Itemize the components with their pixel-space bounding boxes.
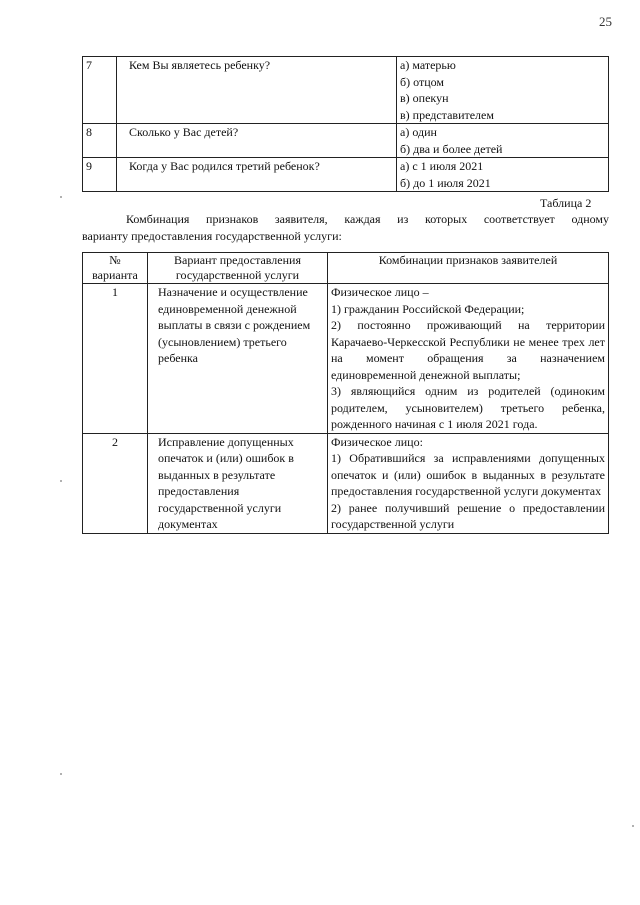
combination-line: Физическое лицо – (331, 285, 429, 299)
variant-line: (усыновлением) третьего (158, 334, 287, 349)
combination-text (328, 284, 609, 434)
combination-line: 2) постоянно проживающий на территории Карачаево-Черкесской Республики не менее трех лет на момент обращения за назначением единовременной денежной выплаты; (331, 318, 605, 382)
answer-option: б) два и более детей (400, 141, 503, 156)
combination-line: 3) являющийся одним из родителей (одиноким родителем, усыновителем) третьего ребенка, рожденного начиная с 1 июля 2021 года. (331, 384, 605, 431)
combination-line: 1) гражданин Российской Федерации; (331, 301, 525, 316)
variant-line: предоставления (158, 484, 240, 498)
variant-number: 2 (83, 433, 148, 533)
table-row (83, 433, 609, 533)
answer-option: б) до 1 июля 2021 (400, 175, 491, 190)
question-text: Когда у Вас родился третий ребенок? (117, 158, 397, 192)
variant-line: выплаты в связи с рождением (158, 318, 311, 332)
header-variant (148, 253, 328, 284)
header-text: № (109, 253, 121, 267)
header-combinations: Комбинации признаков заявителей (328, 253, 609, 284)
combination-line: 2) ранее получивший решение о предоставлении государственной услуги (331, 500, 605, 531)
answer-option: в) представителем (400, 107, 494, 122)
row-number: 8 (83, 124, 117, 158)
scan-speck (60, 480, 62, 482)
combination-line: 1) Обратившийся за исправлениями допущенных опечаток и (или) ошибок в выданных в результате предоставления государственной услуги документах (331, 451, 605, 498)
combination-line: Физическое лицо: (331, 434, 423, 449)
answer-options (397, 124, 609, 158)
table-row (83, 57, 609, 124)
table-row (83, 158, 609, 192)
variant-line: выданных в результате (158, 467, 276, 482)
header-text: Вариант предоставления (174, 253, 301, 267)
answer-option: в) опекун (400, 91, 449, 105)
variant-line: Назначение и осуществление (158, 285, 308, 299)
table-header-row (83, 253, 609, 284)
intro-line: варианту предоставления государственной услуги: (82, 228, 342, 243)
table-caption: Таблица 2 (540, 196, 592, 210)
row-number: 9 (83, 158, 117, 192)
page-number: 25 (599, 14, 612, 29)
table-row (83, 124, 609, 158)
scan-speck (60, 196, 62, 198)
question-text: Кем Вы являетесь ребенку? (117, 57, 397, 124)
answer-option: а) с 1 июля 2021 (400, 159, 484, 173)
variant-line: опечаток и (или) ошибок в (158, 451, 294, 465)
question-text: Сколько у Вас детей? (117, 124, 397, 158)
variant-line: единовременной денежной (158, 301, 297, 316)
variant-line: Исправление допущенных (158, 434, 294, 449)
answer-options (397, 57, 609, 124)
intro-paragraph (82, 211, 609, 244)
header-text: государственной услуги (175, 268, 300, 282)
variant-name (148, 433, 328, 533)
variant-line: государственной услуги (158, 500, 282, 515)
table-row (83, 284, 609, 434)
header-text: варианта (92, 268, 138, 282)
scan-speck (60, 773, 62, 775)
variant-number: 1 (83, 284, 148, 434)
combinations-table (82, 252, 609, 534)
variant-line: документах (158, 517, 218, 531)
intro-line: Комбинация признаков заявителя, каждая из которых соответствует одному (126, 212, 609, 226)
row-number: 7 (83, 57, 117, 124)
questions-table (82, 56, 609, 192)
variant-name (148, 284, 328, 434)
answer-option: а) один (400, 125, 437, 139)
combination-text (328, 433, 609, 533)
answer-options (397, 158, 609, 192)
answer-option: а) матерью (400, 58, 456, 72)
variant-line: ребенка (158, 351, 198, 365)
scan-speck (632, 825, 634, 827)
header-number (83, 253, 148, 284)
answer-option: б) отцом (400, 74, 444, 89)
